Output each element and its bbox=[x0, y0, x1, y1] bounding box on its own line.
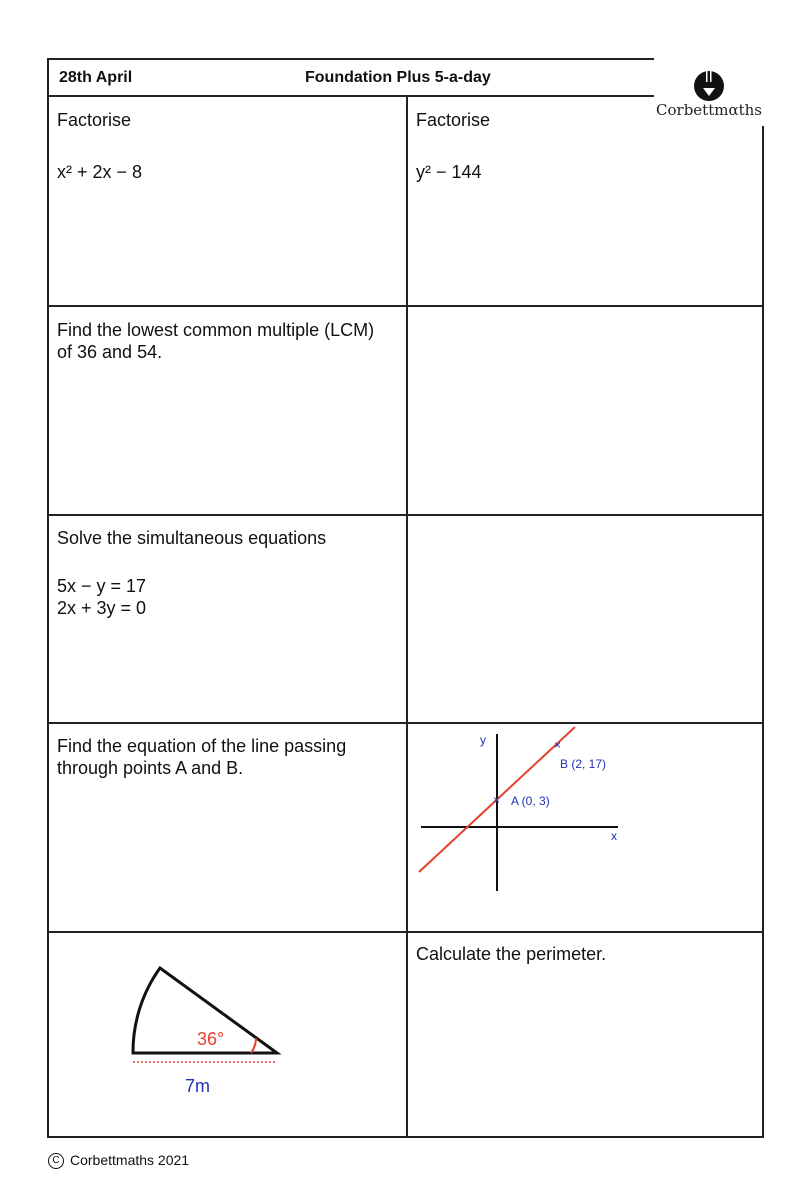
question-instruction: Factorise bbox=[57, 110, 132, 130]
question-text-line: Find the equation of the line passing bbox=[57, 736, 347, 756]
question-text-line: of 36 and 54. bbox=[57, 342, 163, 362]
y-axis-label: y bbox=[480, 733, 486, 747]
question-text-line: through points A and B. bbox=[57, 758, 244, 778]
row-divider bbox=[49, 514, 762, 516]
question-expression: x² + 2x − 8 bbox=[57, 162, 143, 182]
equation-2: 2x + 3y = 0 bbox=[57, 598, 147, 618]
column-divider bbox=[406, 97, 408, 1138]
logo-emblem-icon bbox=[689, 68, 729, 102]
question-expression: y² − 144 bbox=[416, 162, 482, 182]
point-a-marker: × bbox=[493, 793, 501, 807]
question-3 bbox=[57, 319, 402, 363]
point-b-marker: × bbox=[554, 738, 562, 752]
footer bbox=[48, 1152, 189, 1169]
angle-label: 36° bbox=[197, 1029, 225, 1049]
x-axis-label: x bbox=[611, 829, 617, 843]
question-text-line: Find the lowest common multiple (LCM) bbox=[57, 320, 375, 340]
radius-label: 7m bbox=[185, 1076, 211, 1096]
corbettmaths-logo bbox=[654, 56, 764, 126]
date-label: 28th April bbox=[59, 69, 133, 86]
worksheet bbox=[47, 58, 764, 1138]
line-graph bbox=[408, 724, 764, 930]
worksheet-title: Foundation Plus 5-a-day bbox=[305, 69, 491, 86]
logo-text: Corbettmαths bbox=[656, 101, 762, 119]
question-instruction: Calculate the perimeter. bbox=[416, 944, 607, 964]
footer-text: Corbettmaths 2021 bbox=[70, 1152, 190, 1168]
question-instruction: Factorise bbox=[416, 110, 491, 130]
point-a-label: A (0, 3) bbox=[511, 794, 550, 808]
point-b-label: B (2, 17) bbox=[560, 757, 607, 771]
equation-1: 5x − y = 17 bbox=[57, 576, 147, 596]
row-divider bbox=[49, 305, 762, 307]
sector-diagram bbox=[49, 933, 405, 1138]
question-5 bbox=[57, 735, 402, 779]
question-6 bbox=[416, 943, 756, 965]
question-1 bbox=[57, 109, 397, 183]
copyright-icon: C bbox=[48, 1153, 64, 1169]
angle-arc bbox=[251, 1038, 256, 1053]
question-instruction: Solve the simultaneous equations bbox=[57, 528, 327, 548]
question-4 bbox=[57, 527, 402, 619]
question-2 bbox=[416, 109, 646, 183]
